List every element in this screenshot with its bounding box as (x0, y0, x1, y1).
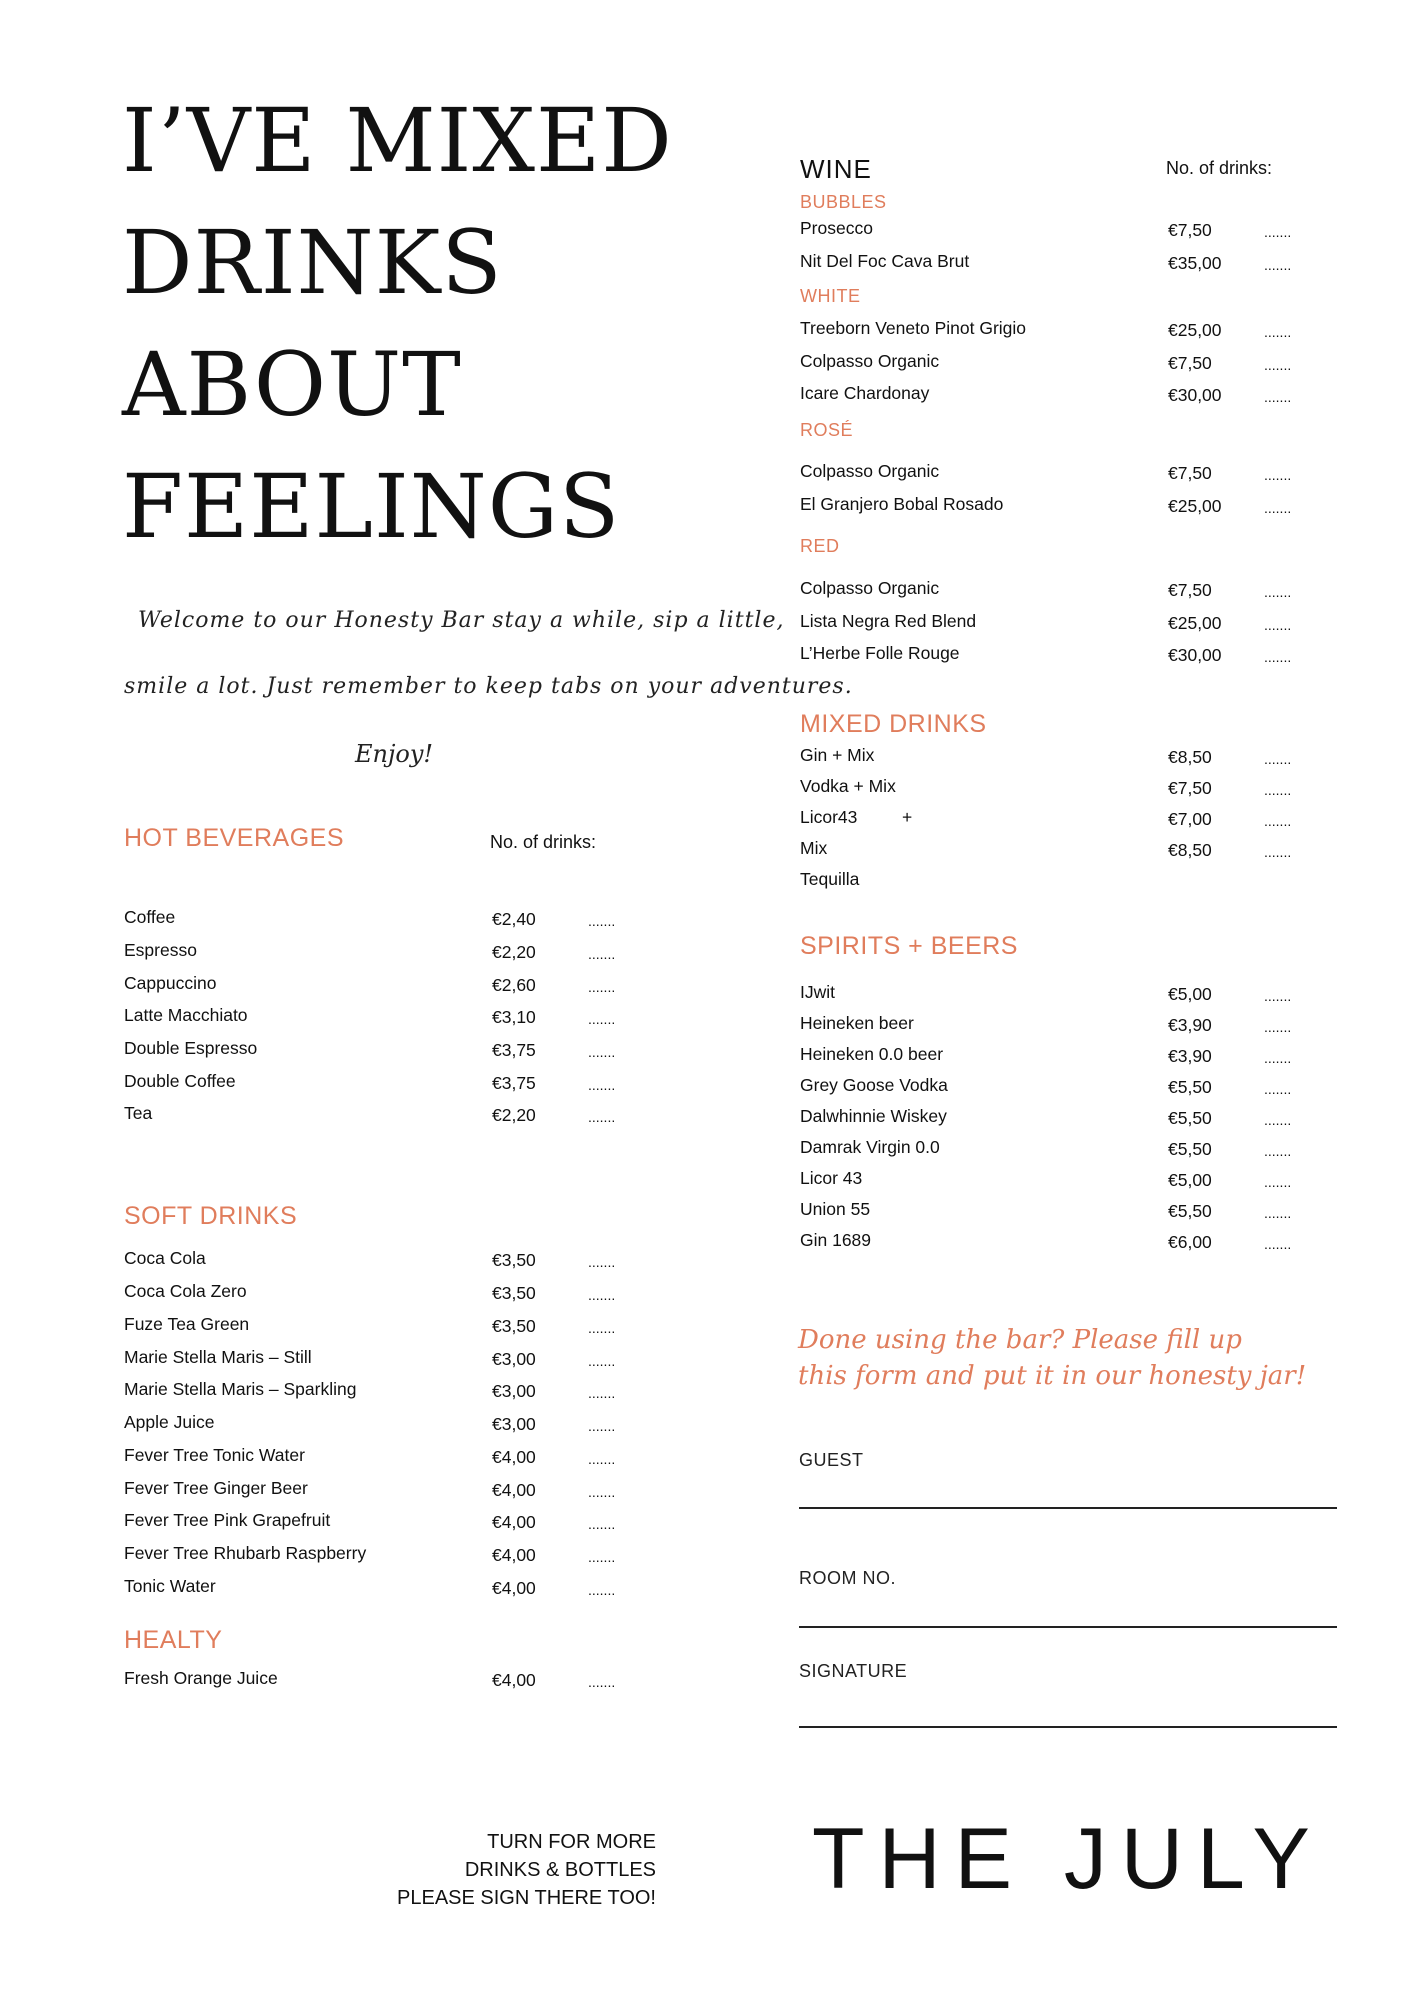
drink-count-field[interactable]: ....... (1264, 1081, 1292, 1097)
menu-item-price: €25,00 (1168, 320, 1222, 340)
menu-item-price: €3,50 (492, 1316, 536, 1336)
menu-item-price: €3,10 (492, 1007, 536, 1027)
drink-count-field[interactable]: ....... (588, 946, 616, 962)
drink-count-field[interactable]: ....... (1264, 782, 1292, 798)
menu-item-price: €2,20 (492, 942, 536, 962)
form-intro (798, 1322, 1318, 1394)
drink-count-field[interactable]: ....... (588, 1044, 616, 1060)
drink-count-field[interactable]: ....... (588, 1109, 616, 1125)
drink-count-field[interactable]: ....... (1264, 844, 1292, 860)
drink-count-field[interactable]: ....... (1264, 357, 1292, 373)
welcome-line: smile a lot. Just remember to keep tabs on your adventures. (124, 674, 853, 699)
bubbles-heading: BUBBLES (800, 192, 887, 212)
menu-item-price: €4,00 (492, 1670, 536, 1690)
menu-item-name: Coca Cola Zero (124, 1281, 247, 1301)
menu-item-name: Double Coffee (124, 1071, 236, 1091)
menu-item-name: El Granjero Bobal Rosado (800, 494, 1004, 514)
menu-item-price: €30,00 (1168, 645, 1222, 665)
drink-count-field[interactable]: ....... (588, 1077, 616, 1093)
menu-item-name: Espresso (124, 940, 197, 960)
menu-item-name: Marie Stella Maris – Sparkling (124, 1379, 357, 1399)
menu-item-name: Colpasso Organic (800, 351, 940, 371)
menu-item-name: Licor43 (800, 807, 858, 827)
menu-item-price: €35,00 (1168, 253, 1222, 273)
mixed-drinks-heading: MIXED DRINKS (800, 710, 987, 738)
menu-item-price: €7,50 (1168, 580, 1212, 600)
drink-count-field[interactable]: ....... (1264, 988, 1292, 1004)
drink-count-field[interactable]: ....... (1264, 813, 1292, 829)
spirits-beers-heading: SPIRITS + BEERS (800, 932, 1018, 960)
drink-count-field[interactable]: ....... (1264, 649, 1292, 665)
page-title (122, 80, 722, 568)
menu-item-name: Tea (124, 1103, 153, 1123)
menu-item-name: Apple Juice (124, 1412, 215, 1432)
menu-item-price: €5,50 (1168, 1139, 1212, 1159)
menu-item-name: Coffee (124, 907, 176, 927)
menu-item-name: Fresh Orange Juice (124, 1668, 278, 1688)
welcome-enjoy: Enjoy! (355, 740, 434, 768)
menu-item-name: Coca Cola (124, 1248, 206, 1268)
menu-item-name: Heineken beer (800, 1013, 914, 1033)
menu-item-name: Fever Tree Rhubarb Raspberry (124, 1543, 367, 1563)
drink-count-field[interactable]: ....... (1264, 257, 1292, 273)
title-line: FEELINGS (122, 455, 621, 558)
menu-item-name: Fuze Tea Green (124, 1314, 250, 1334)
signature-field-line[interactable] (799, 1726, 1337, 1728)
drink-count-field[interactable]: ....... (588, 979, 616, 995)
menu-item-price: €5,50 (1168, 1108, 1212, 1128)
drink-count-field[interactable]: ....... (1264, 1143, 1292, 1159)
menu-item-name: Double Espresso (124, 1038, 258, 1058)
title-line: I’VE MIXED (122, 89, 673, 192)
menu-item-name: Latte Macchiato (124, 1005, 248, 1025)
drink-count-field[interactable]: ....... (588, 1674, 616, 1690)
drink-count-field[interactable]: ....... (588, 1254, 616, 1270)
drink-count-field[interactable]: ....... (588, 1320, 616, 1336)
menu-item-name: Tequilla (800, 869, 860, 889)
menu-item-name: Cappuccino (124, 973, 217, 993)
signature-label: SIGNATURE (799, 1661, 908, 1681)
drink-count-field[interactable]: ....... (1264, 224, 1292, 240)
rose-heading: ROSÉ (800, 420, 854, 440)
menu-item-name: Treeborn Veneto Pinot Grigio (800, 318, 1027, 338)
white-heading: WHITE (800, 286, 861, 306)
guest-field-line[interactable] (799, 1507, 1337, 1509)
turn-over-note (340, 1828, 656, 1912)
menu-item-name: Nit Del Foc Cava Brut (800, 251, 970, 271)
drink-count-field[interactable]: ....... (1264, 751, 1292, 767)
drink-count-field[interactable]: ....... (1264, 324, 1292, 340)
turn-note-line: TURN FOR MORE (487, 1831, 656, 1853)
menu-item-price: €7,00 (1168, 809, 1212, 829)
turn-note-line: PLEASE SIGN THERE TOO! (397, 1887, 656, 1909)
menu-item-price: €3,50 (492, 1250, 536, 1270)
menu-item-name: Gin + Mix (800, 745, 875, 765)
drink-count-field[interactable]: ....... (1264, 1019, 1292, 1035)
menu-item-price: €8,50 (1168, 840, 1212, 860)
menu-item-name: Grey Goose Vodka (800, 1075, 948, 1095)
menu-item-name: Fever Tree Ginger Beer (124, 1478, 308, 1498)
guest-label: GUEST (799, 1450, 864, 1470)
drink-count-field[interactable]: ....... (588, 1011, 616, 1027)
menu-item-name: IJwit (800, 982, 835, 1002)
room-field-line[interactable] (799, 1626, 1337, 1628)
menu-item-name: Colpasso Organic (800, 461, 940, 481)
menu-item-price: €6,00 (1168, 1232, 1212, 1252)
drink-count-field[interactable]: ....... (588, 913, 616, 929)
menu-item-price: €4,00 (492, 1512, 536, 1532)
menu-item-price: €2,40 (492, 909, 536, 929)
drink-count-field[interactable]: ....... (1264, 389, 1292, 405)
drink-count-field[interactable]: ....... (1264, 467, 1292, 483)
menu-item-name: Lista Negra Red Blend (800, 611, 977, 631)
drink-count-field[interactable]: ....... (588, 1451, 616, 1467)
menu-item-price: €3,75 (492, 1073, 536, 1093)
menu-item-price: €3,00 (492, 1349, 536, 1369)
room-label: ROOM NO. (799, 1568, 896, 1588)
turn-note-line: DRINKS & BOTTLES (464, 1859, 656, 1881)
soft-drinks-heading: SOFT DRINKS (124, 1202, 298, 1230)
menu-item-name: Gin 1689 (800, 1230, 872, 1250)
drink-count-field[interactable]: ....... (1264, 1236, 1292, 1252)
drink-count-field[interactable]: ....... (588, 1385, 616, 1401)
menu-item-name: Licor 43 (800, 1168, 863, 1188)
hot-beverages-heading: HOT BEVERAGES (124, 824, 344, 852)
menu-item-name: Tonic Water (124, 1576, 216, 1596)
menu-item-price: €30,00 (1168, 385, 1222, 405)
drink-count-field[interactable]: ....... (1264, 1174, 1292, 1190)
title-line: ABOUT (122, 333, 462, 436)
menu-item-name: Fever Tree Pink Grapefruit (124, 1510, 331, 1530)
menu-item-price: €4,00 (492, 1480, 536, 1500)
healty-heading: HEALTY (124, 1626, 223, 1654)
menu-item-price: €5,50 (1168, 1201, 1212, 1221)
menu-item-name: Colpasso Organic (800, 578, 940, 598)
drink-count-field[interactable]: ....... (1264, 1205, 1292, 1221)
form-intro-line: this form and put it in our honesty jar! (798, 1361, 1307, 1391)
menu-item-name: Heineken 0.0 beer (800, 1044, 944, 1064)
menu-item-price: €8,50 (1168, 747, 1212, 767)
menu-item-price: €7,50 (1168, 778, 1212, 798)
drink-count-field[interactable]: ....... (588, 1484, 616, 1500)
menu-item-price: €7,50 (1168, 220, 1212, 240)
drink-count-field[interactable]: ....... (588, 1549, 616, 1565)
wine-heading: WINE (800, 154, 872, 184)
menu-item-plus: + (902, 807, 913, 827)
drink-count-field[interactable]: ....... (588, 1418, 616, 1434)
menu-item-name: L’Herbe Folle Rouge (800, 643, 960, 663)
drink-count-field[interactable]: ....... (588, 1353, 616, 1369)
brand-logo: THE JULY (812, 1811, 1324, 1907)
menu-item-price: €5,00 (1168, 984, 1212, 1004)
drink-count-field[interactable]: ....... (1264, 1050, 1292, 1066)
menu-item-name: Union 55 (800, 1199, 871, 1219)
menu-item-price: €3,75 (492, 1040, 536, 1060)
menu-item-price: €3,50 (492, 1283, 536, 1303)
welcome-line: Welcome to our Honesty Bar stay a while, sip a little, (138, 608, 785, 633)
menu-item-name: Vodka + Mix (800, 776, 896, 796)
no-of-drinks-label: No. of drinks: (490, 832, 597, 852)
menu-item-price: €25,00 (1168, 496, 1222, 516)
title-line: DRINKS (122, 211, 503, 314)
menu-item-price: €3,90 (1168, 1046, 1212, 1066)
drink-count-field[interactable]: ....... (588, 1287, 616, 1303)
menu-item-name: Mix (800, 838, 828, 858)
red-heading: RED (800, 536, 840, 556)
drink-count-field[interactable]: ....... (1264, 500, 1292, 516)
menu-item-name: Dalwhinnie Wiskey (800, 1106, 947, 1126)
menu-item-price: €3,00 (492, 1381, 536, 1401)
menu-item-name: Fever Tree Tonic Water (124, 1445, 305, 1465)
drink-count-field[interactable]: ....... (1264, 584, 1292, 600)
menu-item-name: Damrak Virgin 0.0 (800, 1137, 940, 1157)
menu-item-name: Marie Stella Maris – Still (124, 1347, 312, 1367)
menu-item-price: €5,50 (1168, 1077, 1212, 1097)
menu-item-price: €2,60 (492, 975, 536, 995)
menu-item-price: €3,00 (492, 1414, 536, 1434)
menu-item-price: €7,50 (1168, 463, 1212, 483)
menu-item-name: Prosecco (800, 218, 873, 238)
menu-item-price: €25,00 (1168, 613, 1222, 633)
menu-item-price: €7,50 (1168, 353, 1212, 373)
menu-item-price: €3,90 (1168, 1015, 1212, 1035)
menu-item-price: €4,00 (492, 1545, 536, 1565)
menu-item-name: Icare Chardonay (800, 383, 930, 403)
drink-count-field[interactable]: ....... (1264, 1112, 1292, 1128)
drink-count-field[interactable]: ....... (1264, 617, 1292, 633)
menu-item-price: €4,00 (492, 1578, 536, 1598)
no-of-drinks-label: No. of drinks: (1166, 158, 1273, 178)
drink-count-field[interactable]: ....... (588, 1516, 616, 1532)
form-intro-line: Done using the bar? Please fill up (798, 1325, 1242, 1355)
menu-item-price: €4,00 (492, 1447, 536, 1467)
menu-item-price: €2,20 (492, 1105, 536, 1125)
drink-count-field[interactable]: ....... (588, 1582, 616, 1598)
menu-item-price: €5,00 (1168, 1170, 1212, 1190)
